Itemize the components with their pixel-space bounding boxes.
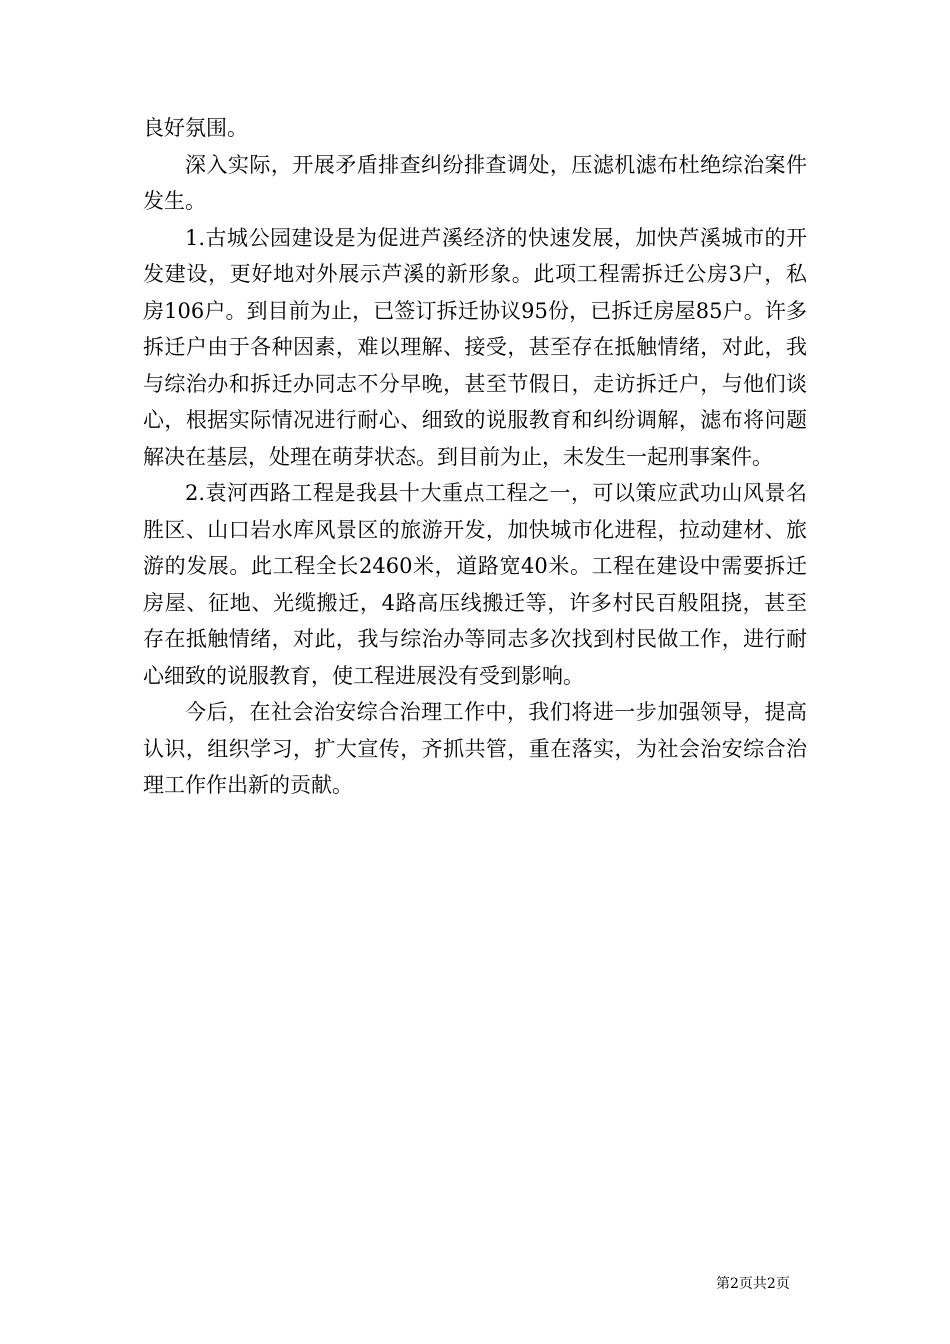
paragraph-dispute-investigation: 深入实际，开展矛盾排查纠纷排查调处，压滤机滤布杜绝综治案件发生。 <box>143 152 807 213</box>
paragraph-ancient-city-park: 1.古城公园建设是为促进芦溪经济的快速发展，加快芦溪城市的开发建设，更好地对外展示芦溪的新形象。此项工程需拆迁公房3户，私房106户。到目前为止，已签订拆迁协议95份，已拆迁房屋85户。许多拆迁户由于各种因素，难以理解、接受，甚至存在抵触情绪，对此，我与综治办和拆迁办同志不分早晚，甚至节假日，走访拆迁户，与他们谈心，根据实际情况进行耐心、细致的说服教育和纠纷调解，滤布将问题解决在基层，处理在萌芽状态。到目前为止，未发生一起刑事案件。 <box>143 225 807 469</box>
paragraph-continuation: 良好氛围。 <box>143 116 248 140</box>
page-number-footer: 第2页共2页 <box>716 1276 790 1292</box>
document-body <box>143 110 807 804</box>
paragraph-future-work: 今后，在社会治安综合治理工作中，我们将进一步加强领导，提高认识，组织学习，扩大宣传，齐抓共管，重在落实，为社会治安综合治理工作作出新的贡献。 <box>143 700 807 797</box>
paragraph-yuanhe-west-road: 2.袁河西路工程是我县十大重点工程之一，可以策应武功山风景名胜区、山口岩水库风景区的旅游开发，加快城市化进程，拉动建材、旅游的发展。此工程全长2460米，道路宽40米。工程在建设中需要拆迁房屋、征地、光缆搬迁，4路高压线搬迁等，许多村民百般阻挠，甚至存在抵触情绪，对此，我与综治办等同志多次找到村民做工作，进行耐心细致的说服教育，使工程进展没有受到影响。 <box>143 481 807 688</box>
